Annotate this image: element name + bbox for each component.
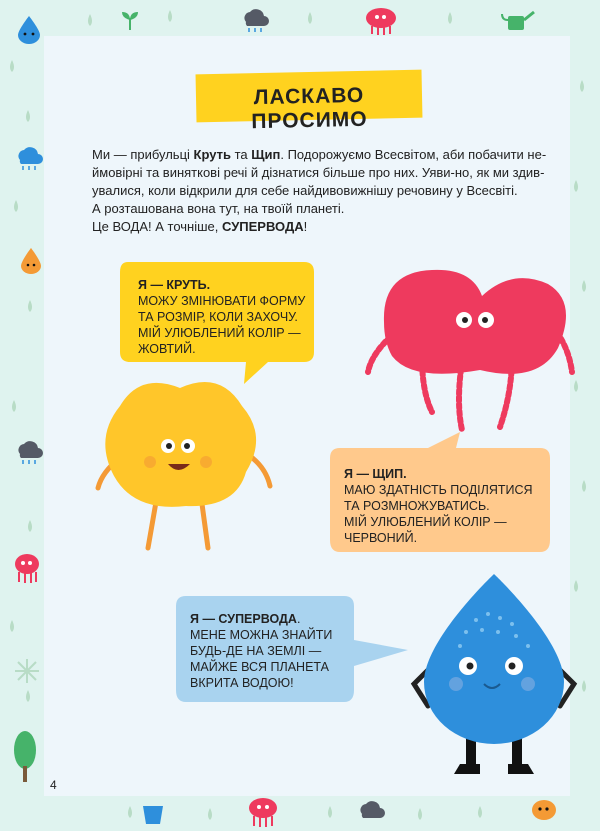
bubble-line: МАЮ ЗДАТНІСТЬ ПОДІЛЯТИСЯ [344,483,533,497]
bubble-text-supervoda [190,611,332,691]
watering-can-icon [500,8,536,34]
name-shchyp: Щип [251,147,281,162]
bubble-line: МІЙ УЛЮБЛЕНИЙ КОЛІР — [344,515,507,529]
bubble-text: . [296,612,301,626]
sprout-icon [120,10,140,32]
cloud-rain-icon [240,8,270,34]
red-creature-icon [246,796,280,828]
bubble-line: ЧЕРВОНИЙ. [344,531,418,545]
bubble-line: ТА РОЗМНОЖУВАТИСЬ. [344,499,490,513]
red-creature-icon [12,552,42,586]
intro-text: ймовірні та виняткові речі й дізнатися більше про них. Уяви-но, як ми здив- [92,165,545,180]
intro-text: Ми — прибульці [92,147,194,162]
tree-icon [12,730,38,782]
page-title: ЛАСКАВО ПРОСИМО [251,83,368,134]
intro-text: Це ВОДА! А точніше, [92,219,222,234]
bubble-line: МІЙ УЛЮБЛЕНИЙ КОЛІР — [138,326,301,340]
intro-text: А розташована вона тут, на твоїй планеті. [92,201,345,216]
red-creature-icon [364,6,398,36]
intro-text: . Подорожуємо Всесвітом, аби побачити не- [280,147,547,162]
intro-text: ! [303,219,308,234]
raindrop-icon [16,14,42,44]
krut-character [90,376,280,552]
intro-text: увалися, коли відкрили для себе найдивовижнішу речовину у Всесвіті. [92,183,518,198]
page-number: 4 [50,778,57,792]
bubble-text-krut [138,277,305,357]
bubble-line: ТА РОЗМІР, КОЛИ ЗАХОЧУ. [138,310,298,324]
bubble-heading: Я — КРУТЬ. [138,278,211,292]
snowflake-icon [14,658,40,684]
orange-drop-creature-icon [20,246,42,276]
bubble-text-shchyp [344,466,533,546]
orange-drop-creature-icon [530,798,558,828]
bubble-line: ЖОВТИЙ. [138,342,196,356]
intro-paragraph [92,146,568,236]
name-krut: Круть [193,147,231,162]
bubble-line: ВКРИТА ВОДОЮ! [190,676,294,690]
cloud-rain-icon [14,440,46,466]
intro-text: та [230,147,252,162]
title-banner [196,70,423,134]
name-supervoda: СУПЕРВОДА [221,219,304,234]
cloud-rain-icon [14,146,46,172]
bucket-icon [140,800,166,826]
bubble-line: МАЙЖЕ ВСЯ ПЛАНЕТА [190,660,329,674]
bubble-line: МЕНЕ МОЖНА ЗНАЙТИ [190,628,333,642]
bubble-heading: Я — ЩИП. [344,467,407,481]
shchyp-character [362,262,582,442]
bubble-line: МОЖУ ЗМІНЮВАТИ ФОРМУ [138,294,306,308]
cloud-rain-icon [356,800,388,826]
bubble-line: БУДЬ-ДЕ НА ЗЕМЛІ — [190,644,322,658]
supervoda-character [404,570,584,788]
bubble-heading: Я — СУПЕРВОДА [190,612,297,626]
